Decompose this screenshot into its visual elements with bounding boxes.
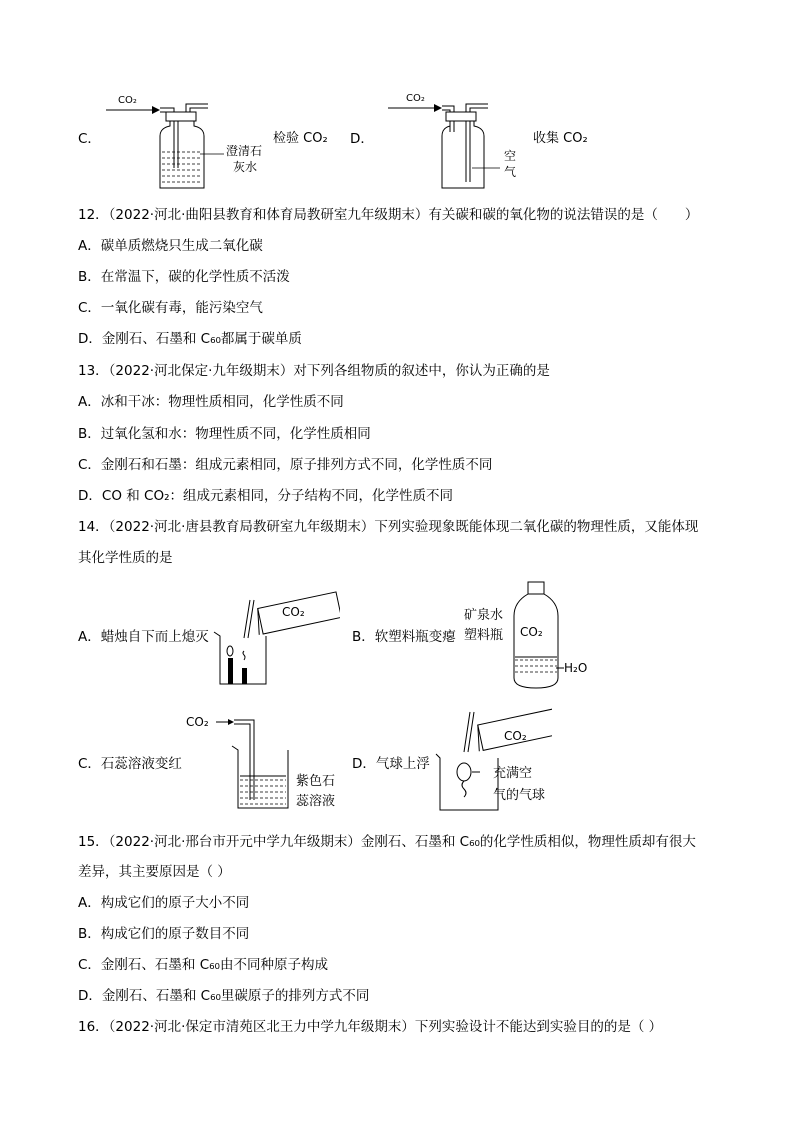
q15-option-c[interactable]: C．金刚石、石墨和 C₆₀由不同种原子构成 xyxy=(78,957,328,973)
q11-option-c-diagram xyxy=(100,88,280,194)
q14-option-b-diagram xyxy=(508,580,598,692)
q13-option-b[interactable]: B．过氧化氢和水：物理性质不同，化学性质相同 xyxy=(78,426,371,442)
q11-c-liquid-label-2: 灰水 xyxy=(233,160,258,174)
q14-d-gas-label: CO₂ xyxy=(504,729,527,743)
q12-option-c[interactable]: C．一氧化碳有毒，能污染空气 xyxy=(78,300,263,316)
q14-b-water-label: H₂O xyxy=(564,661,588,675)
q12-stem: 12．（2022·河北·曲阳县教育和体育局教研室九年级期末）有关碳和碳的氧化物的说法错误的是（ ） xyxy=(78,207,699,223)
q15-option-b[interactable]: B．构成它们的原子数目不同 xyxy=(78,926,250,942)
q11-d-air-label-2: 气 xyxy=(504,165,517,179)
q11-d-gas-label: CO₂ xyxy=(406,93,425,104)
q11-option-c-letter: C． xyxy=(78,131,101,147)
q14-option-d[interactable]: D．气球上浮 xyxy=(352,756,430,772)
q13-option-d[interactable]: D．CO 和 CO₂：组成元素相同，分子结构不同，化学性质不同 xyxy=(78,488,453,504)
q16-stem: 16．（2022·河北·保定市清苑区北王力中学九年级期末）下列实验设计不能达到实验目的的是（ ） xyxy=(78,1019,663,1035)
q15-option-d[interactable]: D．金刚石、石墨和 C₆₀里碳原子的排列方式不同 xyxy=(78,988,370,1004)
q12-option-a[interactable]: A．碳单质燃烧只生成二氧化碳 xyxy=(78,238,263,254)
q11-d-caption: 收集 CO₂ xyxy=(533,131,588,146)
q12-option-d[interactable]: D．金刚石、石墨和 C₆₀都属于碳单质 xyxy=(78,331,302,347)
q11-c-liquid-label-1: 澄清石 xyxy=(226,144,263,158)
q14-c-solution-label-1: 紫色石 xyxy=(296,774,336,789)
q11-option-d-letter: D． xyxy=(350,131,374,147)
q15-stem-line2: 差异，其主要原因是（ ） xyxy=(78,864,231,880)
q11-d-air-label-1: 空 xyxy=(504,149,517,163)
q14-option-b[interactable]: B．软塑料瓶变瘪 xyxy=(352,629,456,645)
q14-option-c-diagram xyxy=(182,710,292,814)
q15-stem-line1: 15．（2022·河北·邢台市开元中学九年级期末）金刚石、石墨和 C₆₀的化学性质相似，物理性质却有很大 xyxy=(78,834,696,850)
q14-stem-line1: 14．（2022·河北·唐县教育局教研室九年级期末）下列实验现象既能体现二氧化碳的物理性质，又能体现 xyxy=(78,519,699,535)
q14-b-gas-label: CO₂ xyxy=(520,625,543,639)
q13-option-c[interactable]: C．金刚石和石墨：组成元素相同，原子排列方式不同，化学性质不同 xyxy=(78,457,493,473)
q14-b-bottle-label-1: 矿泉水 xyxy=(464,608,504,623)
q14-option-c[interactable]: C．石蕊溶液变红 xyxy=(78,756,182,772)
q14-option-a[interactable]: A．蜡烛自下而上熄灭 xyxy=(78,629,209,645)
q13-stem: 13．（2022·河北保定·九年级期末）对下列各组物质的叙述中，你认为正确的是 xyxy=(78,363,550,379)
q13-option-a[interactable]: A．冰和干冰：物理性质相同，化学性质不同 xyxy=(78,394,344,410)
q14-option-a-diagram xyxy=(210,588,340,688)
q12-option-b[interactable]: B．在常温下，碳的化学性质不活泼 xyxy=(78,269,290,285)
q14-c-gas-label: CO₂ xyxy=(186,715,209,729)
q11-c-caption: 检验 CO₂ xyxy=(273,131,328,146)
q15-option-a[interactable]: A．构成它们的原子大小不同 xyxy=(78,895,250,911)
q11-c-gas-label: CO₂ xyxy=(118,95,137,106)
q14-d-balloon-label-1: 充满空 xyxy=(493,766,533,781)
q14-stem-line2: 其化学性质的是 xyxy=(78,550,173,566)
q14-a-gas-label: CO₂ xyxy=(282,605,305,619)
q14-c-solution-label-2: 蕊溶液 xyxy=(296,794,336,809)
q14-d-balloon-label-2: 气的气球 xyxy=(493,788,546,803)
q14-b-bottle-label-2: 塑料瓶 xyxy=(464,628,504,643)
